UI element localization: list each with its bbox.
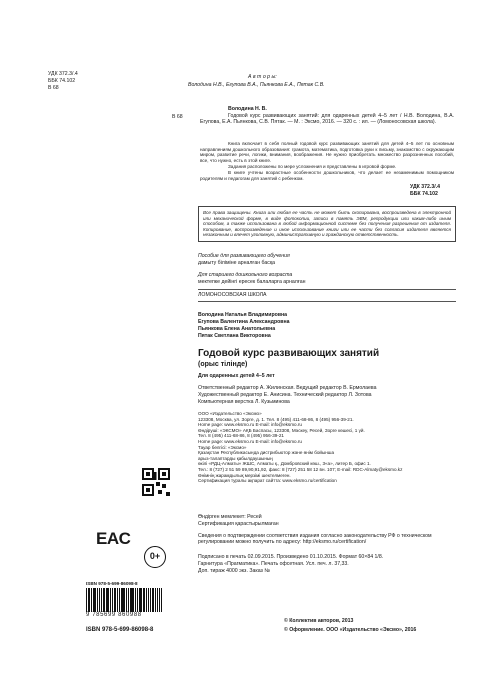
publisher-info xyxy=(198,411,468,484)
series-name: ЛОМОНОСОВСКАЯ ШКОЛА xyxy=(198,292,267,298)
barcode-bar xyxy=(146,588,147,612)
publisher-line: Өндіруші: «ЭКСМО» АҚБ Баспасы, 123308, Мәскеу, Ресей, Зорге көшесі, 1 үй. xyxy=(198,427,365,433)
book-title-kz: (орыс тілінде) xyxy=(198,361,248,368)
book-subtitle: Для одаренных детей 4–5 лет xyxy=(198,373,275,379)
header-library-code: В 68 xyxy=(48,85,59,91)
barcode-bar xyxy=(91,588,92,612)
editor-line: Ответственный редактор А. Жилинская. Ведущий редактор В. Ермолаева xyxy=(198,385,377,391)
barcode-bar xyxy=(86,588,87,612)
barcode-bar xyxy=(155,588,157,612)
barcode-bar xyxy=(152,588,153,612)
purpose-ru-1: Пособие для развивающего обучения xyxy=(198,253,290,259)
copyright-authors: © Коллектив авторов, 2013 xyxy=(284,618,354,624)
authors-label: А в т о р ы: xyxy=(248,74,277,80)
copyright-design: © Оформление. ООО «Издательство «Эксмо», 2016 xyxy=(284,627,417,633)
catalog-description: Годовой курс развивающих занятий: для одаренных детей 4–5 лет / Н.В. Володина, В.А. Егупова, Е.А. Пьянкова, С.В. Пятак. — М. : Эксмо, 2016. — 320 с. : ил. — (Ломоносовская школа). xyxy=(200,113,454,126)
print-line: Подписано в печать 02.09.2015. Произведено 01.10.2015. Формат 60×84 1/8. xyxy=(198,554,384,560)
origin-kz: Өндірген мемлекет: Ресей xyxy=(198,514,262,520)
barcode-bar xyxy=(123,588,124,612)
publisher-line: Қазақстан Республикасында дистрибьютор және өнім бойынша xyxy=(198,450,335,456)
barcode-bar xyxy=(130,588,131,612)
publisher-line: Home page: www.eksmo.ru E-mail: info@eksmo.ru xyxy=(198,438,302,444)
publisher-line: өкілі «РДЦ-Алматы» ЖШС, Алматы қ., Домбровский көш., 3«а», литер Б, офис 1. xyxy=(198,461,371,467)
print-line: Гарнитура «Прагматика». Печать офсетная. Усл. печ. л. 37,33. xyxy=(198,561,349,567)
udk-code: УДК 372.3/.4 xyxy=(48,71,78,77)
print-line: Доп. тираж 4000 экз. Заказ № xyxy=(198,568,270,574)
publisher-line: Тел.: 8 (727) 2 51 59 89,90,91,92, факс: 8 (727) 251 58 12 вн. 107; E-mail: RDC-Almaty@eksmo.kz xyxy=(198,466,403,472)
rights-notice: Все права защищены. Книга или любая ее часть не может быть скопирована, воспроизведена в электронной или механической форме, в виде фотокопии, записи в память ЭВМ, репродукции или каким-либо иным способом, а также использована в любой информационной системе без получения разрешения от издателя. Копирование, воспроизведение и иное использование книги или ее части без согласия издателя является незаконным и влечет уголовную, административную и гражданскую ответственность. xyxy=(198,206,456,242)
barcode-bar xyxy=(97,588,98,612)
bbk-code: ББК 74.102 xyxy=(48,78,76,84)
divider xyxy=(198,301,456,302)
barcode-bar xyxy=(103,588,104,612)
barcode-isbn-label: ISBN 978-5-699-86098-8 xyxy=(86,581,138,586)
book-title: Годовой курс развивающих занятий xyxy=(198,348,380,359)
barcode-number: 9 785699 860988 xyxy=(86,612,142,618)
qr-code xyxy=(142,468,170,496)
publisher-line: Home page: www.eksmo.ru E-mail: info@eksmo.ru xyxy=(198,422,302,428)
barcode-bar xyxy=(114,588,115,612)
age-rating-badge: 0+ xyxy=(144,546,166,568)
eac-mark: EAC xyxy=(96,529,131,548)
barcode-bar xyxy=(119,588,120,612)
barcode-bar xyxy=(107,588,109,612)
barcode-bar xyxy=(157,588,158,612)
purpose-ru-2: Для старшего дошкольного возраста xyxy=(198,272,293,278)
catalog-abstract-2: Задания расположены по мере усложнения и представлены в игровой форме. xyxy=(228,164,397,169)
publisher-line: ООО «Издательство «Эксмо» xyxy=(198,411,262,416)
cert-kz: Сертификация қарастырылмаған xyxy=(198,521,279,527)
barcode-bar xyxy=(94,588,96,612)
barcode-bar xyxy=(140,588,142,612)
publisher-line: арыз-талаптарды қабылдаушының xyxy=(198,455,273,461)
catalog-udk: УДК 372.3/.4 xyxy=(410,184,441,190)
certification-info: Сведения о подтверждении соответствия издания согласно законодательству РФ о техническом регулировании можно получить по адресу: http://eksmo.ru/certification/ xyxy=(198,533,432,546)
catalog-author-heading: Володина Н. В. xyxy=(228,106,267,112)
editor-line: Художественный редактор Е. Анисина. Технический редактор Л. Зотова xyxy=(198,392,372,398)
isbn-barcode xyxy=(86,588,166,612)
editor-line: Компьютерная верстка Л. Кузьминова xyxy=(198,399,290,405)
publisher-line: Сертификация туралы ақпарат сайтта: www.eksmo.ru/certification xyxy=(198,478,337,484)
barcode-bar xyxy=(135,588,136,612)
authors-short: Володина Н.В., Егупова В.А., Пьянкова Е.А., Пятак С.В. xyxy=(188,82,325,88)
divider xyxy=(198,289,456,290)
publisher-line: Тел. 8 (495) 411-68-86, 8 (495) 956-39-21 xyxy=(198,433,284,439)
author-full-name: Пятак Светлана Викторовна xyxy=(198,333,271,339)
purpose-kz-1: дамыту бiлiмiне арналған басқа xyxy=(198,260,276,266)
author-full-name: Володина Наталья Владимировна xyxy=(198,312,288,318)
isbn-number: ISBN 978-5-699-86098-8 xyxy=(86,627,154,633)
catalog-abstract-3: В книге учтены возрастные особенности дошкольников, что делает ее незаменимым помощником родителям и педагогам для занятий с ребенком. xyxy=(200,170,454,181)
author-full-name: Пьянкова Елена Анатольевна xyxy=(198,326,276,332)
barcode-bar xyxy=(126,588,128,612)
author-full-name: Егупова Валентина Александровна xyxy=(198,319,290,325)
catalog-bbk: ББК 74.102 xyxy=(410,191,438,197)
publisher-line: Тауар белгісі: «Эксмо» xyxy=(198,444,247,450)
barcode-bar xyxy=(161,588,162,612)
catalog-library-code: В 68 xyxy=(172,114,183,120)
purpose-kz-2: мектепке дейiнгi ересек балаларға арналған xyxy=(198,279,306,285)
publisher-line: Өнімнің жарамдылық мерзімі шектелмеген. xyxy=(198,472,291,478)
catalog-abstract-1: Книга включает в себя полный годовой курс развивающих занятий для детей 4–5 лет по основным направлениям дошкольного образования: грамота, математика, подготовка руки к письму, знакомство с окружающим миром, развитие речи, логики, внимания, воображения. Не нужно приобретать множество разрозненных пособий, все, что нужно, есть в этой книге. xyxy=(200,141,454,163)
publisher-line: 123308, Москва, ул. Зорге, д. 1. Тел. 8 (495) 411-68-86, 8 (495) 956-39-21. xyxy=(198,416,354,422)
